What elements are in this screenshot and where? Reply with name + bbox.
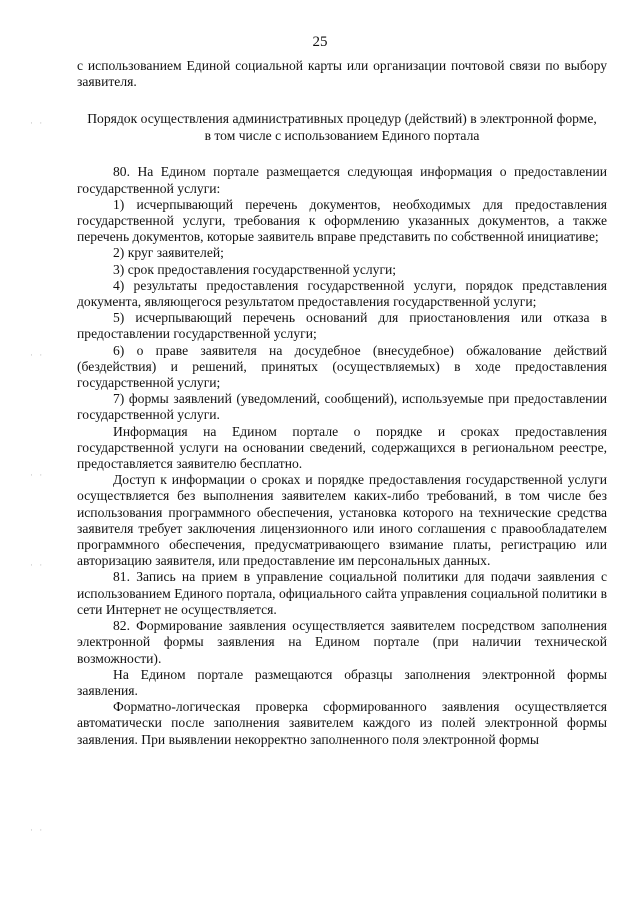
- paragraph-format-check: Форматно-логическая проверка сформированного заявления осуществляется автоматически после заполнения заявителем каждого из полей электронной формы заявления. При выявлении некорректно заполненного поля электронной формы: [77, 699, 607, 747]
- paragraph-82: 82. Формирование заявления осуществляется заявителем посредством заполнения электронной формы заявления на Едином портале (при наличии технической возможности).: [77, 618, 607, 666]
- scan-margin-mark: · ·: [30, 350, 45, 360]
- list-item-6: 6) о праве заявителя на досудебное (внесудебное) обжалование действий (бездействия) и решений, принятых (осуществляемых) в ходе предоставления государственной услуги;: [77, 342, 607, 391]
- scan-margin-mark: · ·: [30, 825, 45, 835]
- scan-margin-mark: · ·: [30, 470, 45, 480]
- scan-margin-mark: · ·: [30, 118, 45, 128]
- paragraph-80: 80. На Едином портале размещается следующая информация о предоставлении государственной услуги:: [77, 164, 607, 196]
- list-item-1: 1) исчерпывающий перечень документов, необходимых для предоставления государственной услуги, требования к оформлению указанных документов, а также перечень документов, которые заявитель вправе представить по собственной инициативе;: [77, 196, 607, 245]
- list-item-2: 2) круг заявителей;: [113, 245, 224, 261]
- intro-continuation: с использованием Единой социальной карты или организации почтовой связи по выбору заявителя.: [77, 58, 607, 90]
- paragraph-81: 81. Запись на прием в управление социальной политики для подачи заявления с использованием Единого портала, официального сайта управления социальной политики в сети Интернет не осуществляется.: [77, 569, 607, 617]
- page-number: 25: [312, 34, 328, 50]
- list-item-4: 4) результаты предоставления государственной услуги, порядок представления документа, являющегося результатом предоставления государственной услуги;: [77, 277, 607, 310]
- paragraph-samples: На Едином портале размещаются образцы заполнения электронной формы заявления.: [77, 666, 607, 698]
- scan-margin-mark: · ·: [30, 560, 45, 570]
- list-item-7: 7) формы заявлений (уведомлений, сообщений), используемые при предоставлении государственной услуги.: [77, 391, 607, 423]
- paragraph-access: Доступ к информации о сроках и порядке предоставления государственной услуги осуществляется без выполнения заявителем каких-либо требований, в том числе без использования программного обеспечения, установка которого на технические средства заявителя требует заключения лицензионного или иного соглашения с правообладателем программного обеспечения, предусматривающего взимание платы, регистрацию или авторизацию заявителя, или предоставление им персональных данных.: [77, 472, 607, 569]
- list-item-5: 5) исчерпывающий перечень оснований для приостановления или отказа в предоставлении государственной услуги;: [77, 310, 607, 342]
- paragraph-info-free: Информация на Едином портале о порядке и сроках предоставления государственной услуги на основании сведений, содержащихся в региональном реестре, предоставляется заявителю бесплатно.: [77, 423, 607, 472]
- list-item-3: 3) срок предоставления государственной услуги;: [113, 261, 397, 277]
- section-heading: Порядок осуществления административных процедур (действий) в электронной форме, в том числе с использованием Единого портала: [87, 111, 597, 144]
- document-body: [77, 58, 607, 748]
